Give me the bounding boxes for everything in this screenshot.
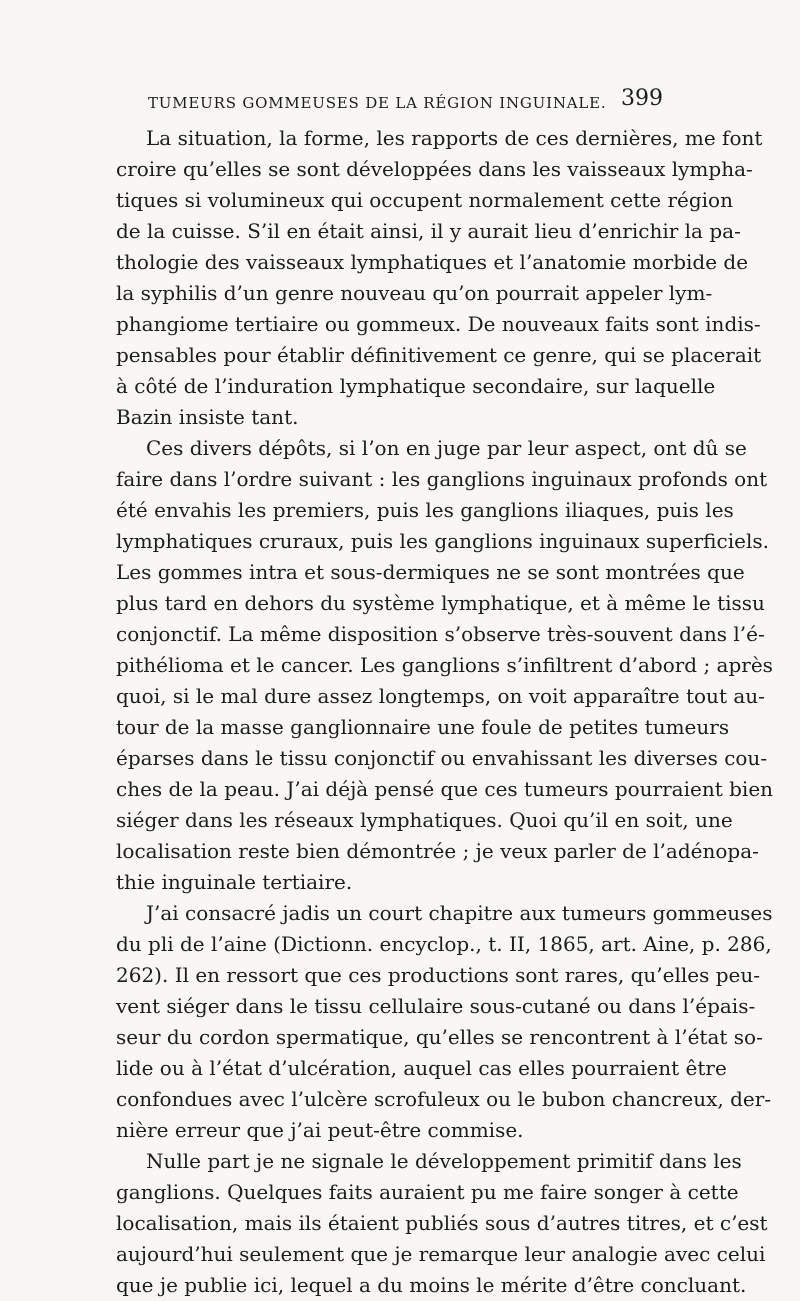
text-line: ches de la peau. J’ai déjà pensé que ces tumeurs pourraient bien — [116, 777, 774, 801]
text-line: du pli de l’aine (Dictionn. encyclop., t. II, 1865, art. Aine, p. 286, — [116, 932, 772, 956]
text-line: conjonctif. La même disposition s’observe très-souvent dans l’é- — [116, 622, 765, 646]
text-line: à côté de l’induration lymphatique secondaire, sur laquelle — [116, 374, 716, 398]
text-line: que je publie ici, lequel a du moins le mérite d’être concluant. — [116, 1273, 747, 1297]
text-line: thologie des vaisseaux lymphatiques et l’anatomie morbide de — [116, 250, 749, 274]
text-line: confondues avec l’ulcère scrofuleux ou le bubon chancreux, der- — [116, 1087, 772, 1111]
text-line: thie inguinale tertiaire. — [116, 870, 353, 894]
text-line: été envahis les premiers, puis les ganglions iliaques, puis les — [116, 498, 734, 522]
text-line: aujourd’hui seulement que je remarque leur analogie avec celui — [116, 1242, 766, 1266]
text-line: Ces divers dépôts, si l’on en juge par leur aspect, ont dû se — [146, 436, 747, 460]
text-line: localisation, mais ils étaient publiés sous d’autres titres, et c’est — [116, 1211, 768, 1235]
page-body — [116, 123, 774, 1301]
text-line: tiques si volumineux qui occupent normalement cette région — [116, 188, 733, 212]
text-line: la syphilis d’un genre nouveau qu’on pourrait appeler lym- — [116, 281, 713, 305]
text-line: ganglions. Quelques faits auraient pu me faire songer à cette — [116, 1180, 739, 1204]
text-line: nière erreur que j’ai peut-être commise. — [116, 1118, 524, 1142]
text-line: de la cuisse. S’il en était ainsi, il y aurait lieu d’enrichir la pa- — [116, 219, 741, 243]
text-line: plus tard en dehors du système lymphatique, et à même le tissu — [116, 591, 765, 615]
page-number: 399 — [621, 86, 663, 111]
text-line: éparses dans le tissu conjonctif ou envahissant les diverses cou- — [116, 746, 768, 770]
text-line: Les gommes intra et sous-dermiques ne se sont montrées que — [116, 560, 745, 584]
text-line: tour de la masse ganglionnaire une foule de petites tumeurs — [116, 715, 730, 739]
text-line: phangiome tertiaire ou gommeux. De nouveaux faits sont indis- — [116, 312, 761, 336]
text-line: localisation reste bien démontrée ; je veux parler de l’adénopa- — [116, 839, 759, 863]
text-line: J’ai consacré jadis un court chapitre aux tumeurs gommeuses — [146, 901, 773, 925]
text-line: faire dans l’ordre suivant : les ganglions inguinaux profonds ont — [116, 467, 768, 491]
text-line: pensables pour établir définitivement ce genre, qui se placerait — [116, 343, 762, 367]
text-line: croire qu’elles se sont développées dans les vaisseaux lympha- — [116, 157, 753, 181]
text-line: Nulle part je ne signale le développement primitif dans les — [146, 1149, 742, 1173]
text-line: siéger dans les réseaux lymphatiques. Quoi qu’il en soit, une — [116, 808, 733, 832]
text-line: La situation, la forme, les rapports de ces dernières, me font — [146, 126, 763, 150]
text-line: pithélioma et le cancer. Les ganglions s’infiltrent d’abord ; après — [116, 653, 773, 677]
text-line: lide ou à l’état d’ulcération, auquel cas elles pourraient être — [116, 1056, 727, 1080]
text-line: vent siéger dans le tissu cellulaire sous-cutané ou dans l’épais- — [116, 994, 756, 1018]
text-line: 262). Il en ressort que ces productions sont rares, qu’elles peu- — [116, 963, 760, 987]
text-line: Bazin insiste tant. — [116, 405, 299, 429]
running-title: TUMEURS GOMMEUSES DE LA RÉGION INGUINALE. — [148, 94, 607, 112]
text-line: lymphatiques cruraux, puis les ganglions inguinaux superficiels. — [116, 529, 769, 553]
text-line: quoi, si le mal dure assez longtemps, on voit apparaître tout au- — [116, 684, 765, 708]
text-line: seur du cordon spermatique, qu’elles se rencontrent à l’état so- — [116, 1025, 763, 1049]
